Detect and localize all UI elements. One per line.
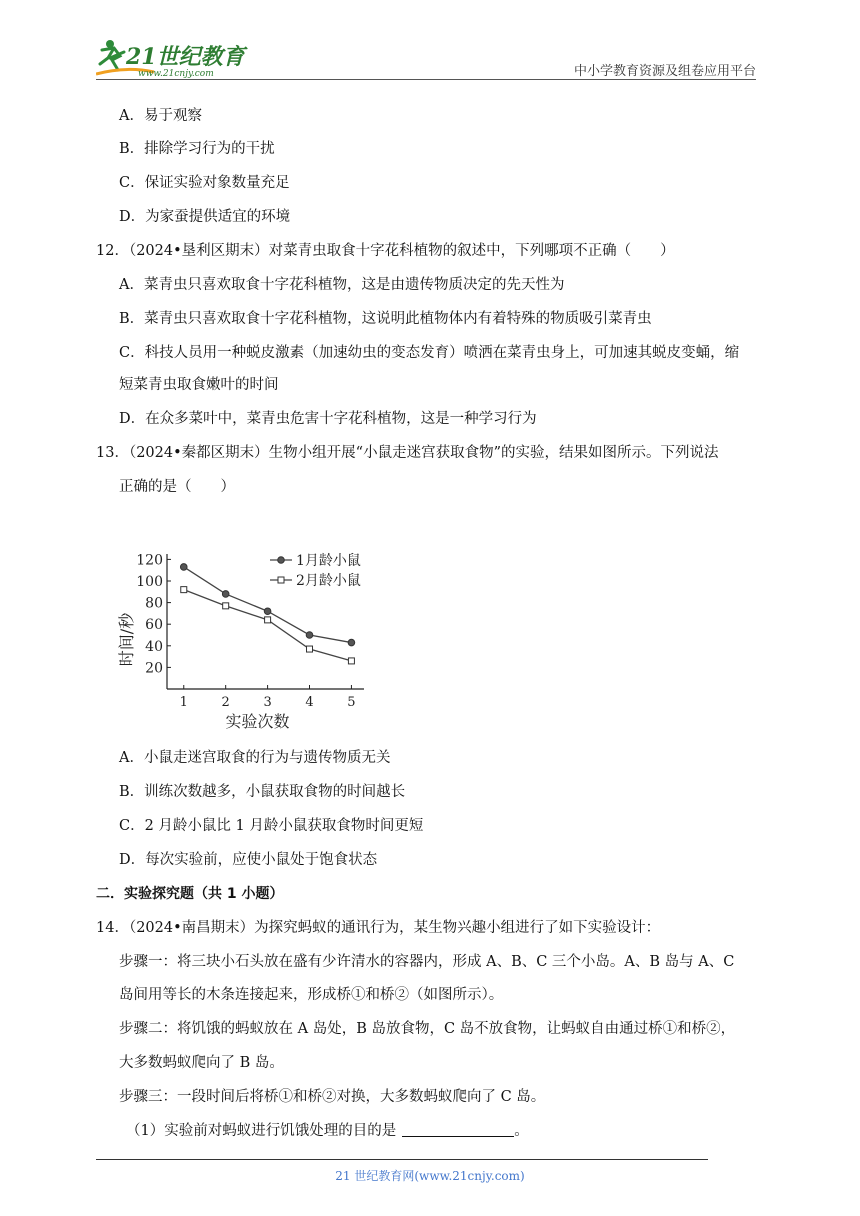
y-tick-label: 40: [145, 638, 163, 655]
section-title: 二．实验探究题（共 1 小题）: [96, 886, 284, 902]
data-point: [222, 591, 229, 598]
data-point: [181, 587, 187, 593]
q14-sub1-end: 。: [514, 1123, 529, 1139]
y-tick-label: 60: [145, 617, 163, 634]
data-point: [307, 646, 313, 652]
q12-option-a: A．菜青虫只喜欢取食十字花科植物，这是由遗传物质决定的先天性为: [119, 277, 565, 293]
data-point: [348, 658, 354, 664]
data-point: [265, 617, 271, 623]
q14-step2-cont: 大多数蚂蚁爬向了 B 岛。: [119, 1055, 284, 1071]
series-line-2: [184, 590, 352, 661]
logo-text: 21世纪教育: [126, 44, 245, 70]
x-tick-label: 4: [305, 695, 314, 710]
q13-stem: 13．（2024•秦都区期末）生物小组开展“小鼠走迷宫获取食物”的实验，结果如图所示。下列说法: [96, 445, 719, 461]
data-point: [180, 564, 187, 571]
q12-option-d: D．在众多菜叶中，菜青虫危害十字花科植物，这是一种学习行为: [119, 411, 537, 427]
y-axis-label: 时间/秒: [117, 612, 136, 667]
data-point: [223, 603, 229, 609]
q11-option-c: C．保证实验对象数量充足: [119, 175, 290, 191]
q14-step2: 步骤二：将饥饿的蚂蚁放在 A 岛处，B 岛放食物，C 岛不放食物，让蚂蚁自由通过桥①和桥②，: [119, 1021, 736, 1037]
site-logo: [96, 36, 266, 80]
x-tick-label: 1: [179, 695, 188, 710]
x-tick-label: 2: [221, 695, 230, 710]
legend-label: 2月龄小鼠: [296, 573, 361, 589]
q13-option-b: B．训练次数越多，小鼠获取食物的时间越长: [119, 784, 406, 800]
q11-option-b: B．排除学习行为的干扰: [119, 141, 275, 157]
y-tick-label: 80: [145, 595, 163, 612]
legend-marker: [278, 557, 285, 564]
q12-option-c: C．科技人员用一种蜕皮激素（加速幼虫的变态发育）喷洒在菜青虫身上，可加速其蜕皮变蛹，缩: [119, 345, 740, 361]
q13-option-d: D．每次实验前，应使小鼠处于饱食状态: [119, 852, 378, 868]
footer-text: 21 世纪教育网(www.21cnjy.com): [335, 1169, 525, 1183]
footer-divider: [96, 1159, 708, 1160]
legend-marker: [278, 577, 284, 583]
maze-chart: [110, 540, 410, 740]
y-tick-label: 120: [136, 552, 163, 569]
q12-option-c-cont: 短菜青虫取食嫩叶的时间: [119, 377, 279, 393]
answer-blank[interactable]: [402, 1122, 514, 1137]
q14-sub1-text: （1）实验前对蚂蚁进行饥饿处理的目的是: [126, 1123, 397, 1139]
y-tick-label: 100: [136, 574, 163, 590]
x-tick-label: 3: [263, 695, 272, 710]
q14-step1: 步骤一：将三块小石头放在盛有少许清水的容器内，形成 A、B、C 三个小岛。A、B 岛与 A、C: [119, 954, 735, 970]
q13-stem-cont: 正确的是（ ）: [119, 479, 235, 495]
q11-option-d: D．为家蚕提供适宜的环境: [119, 209, 291, 225]
q14-step3: 步骤三：一段时间后将桥①和桥②对换，大多数蚂蚁爬向了 C 岛。: [119, 1089, 546, 1105]
q14-sub1: [126, 1121, 529, 1141]
data-point: [306, 632, 313, 639]
y-tick-label: 20: [145, 660, 163, 677]
header-divider: [96, 79, 756, 80]
q13-option-a: A．小鼠走迷宫取食的行为与遗传物质无关: [119, 750, 391, 766]
legend-label: 1月龄小鼠: [296, 553, 361, 569]
logo-url: www.21cnjy.com: [138, 69, 214, 79]
data-point: [264, 608, 271, 615]
platform-label: 中小学教育资源及组卷应用平台: [573, 64, 756, 79]
q12-stem: 12．（2024•垦利区期末）对菜青虫取食十字花科植物的叙述中，下列哪项不正确（ ）: [96, 243, 675, 259]
data-point: [348, 639, 355, 646]
q14-stem: 14．（2024•南昌期末）为探究蚂蚁的通讯行为，某生物兴趣小组进行了如下实验设计：: [96, 920, 661, 936]
q14-step1-cont: 岛间用等长的木条连接起来，形成桥①和桥②（如图所示）。: [119, 987, 504, 1003]
q13-option-c: C．2 月龄小鼠比 1 月龄小鼠获取食物时间更短: [119, 818, 424, 834]
q11-option-a: A．易于观察: [119, 108, 202, 124]
q12-option-b: B．菜青虫只喜欢取食十字花科植物，这说明此植物体内有着特殊的物质吸引菜青虫: [119, 311, 652, 327]
x-tick-label: 5: [347, 695, 356, 710]
x-axis-label: 实验次数: [225, 712, 290, 731]
